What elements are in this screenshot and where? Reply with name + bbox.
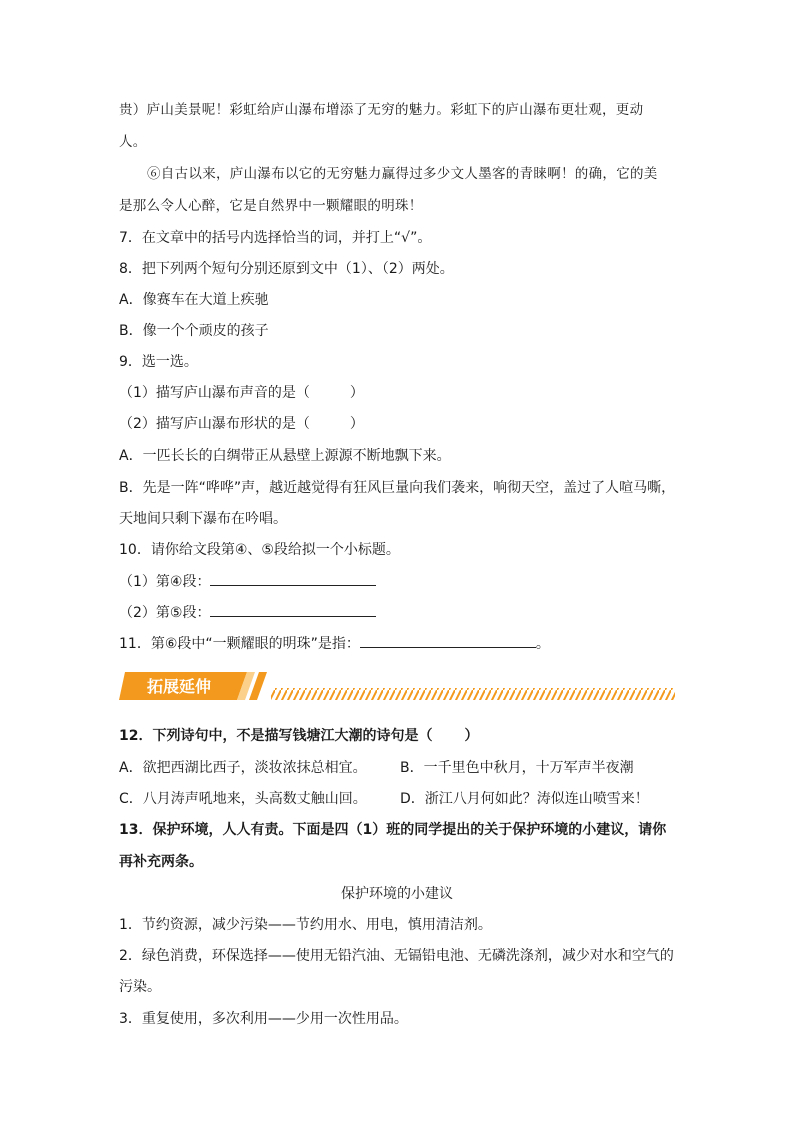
suggestions-title: 保护环境的小建议 [341, 886, 453, 902]
answer-blank[interactable] [360, 633, 536, 648]
paren-close: ） [349, 416, 364, 432]
answer-blank[interactable] [210, 602, 376, 617]
question-9-sub1-text: （1）描写庐山瀑布声音的是（ [119, 385, 310, 401]
question-12-text: 12．下列诗句中，不是描写钱塘江大潮的诗句是（ [119, 728, 433, 744]
question-10-sub2-text: （2）第⑤段： [119, 605, 211, 621]
question-10-sub1 [119, 571, 376, 592]
question-8-stem: 8．把下列两个短句分别还原到文中（1）、（2）两处。 [119, 261, 454, 277]
question-11-text: 11．第⑥段中“一颗耀眼的明珠”是指： [119, 636, 360, 652]
question-11-end: 。 [535, 636, 550, 652]
suggestion-item-3: 3．重复使用，多次利用——少用一次性用品。 [119, 1011, 408, 1027]
question-12-stem [119, 726, 478, 746]
suggestion-item-2-line1: 2．绿色消费，环保选择——使用无铅汽油、无镉铅电池、无磷洗涤剂，减少对水和空气的 [119, 948, 674, 964]
section-banner-graphic [119, 666, 679, 706]
passage-p6-line2: 是那么令人心醉，它是自然界中一颗耀眼的明珠！ [119, 198, 423, 214]
question-8-option-a: A．像赛车在大道上疾驰 [119, 292, 269, 308]
question-12-option-b: B．一千里色中秋月，十万军声半夜潮 [400, 760, 634, 776]
passage-p5-line1: 贵）庐山美景呢！彩虹给庐山瀑布增添了无穷的魅力。彩虹下的庐山瀑布更壮观，更动 [119, 102, 644, 118]
question-13-stem-line1: 13．保护环境，人人有责。下面是四（1）班的同学提出的关于保护环境的小建议，请你 [119, 822, 667, 838]
question-9-sub2-text: （2）描写庐山瀑布形状的是（ [119, 416, 310, 432]
section-title: 拓展延伸 [146, 677, 212, 696]
question-13-stem-line2: 再补充两条。 [119, 854, 203, 870]
paren-close: ） [464, 728, 479, 744]
banner-hatch-line [271, 688, 675, 700]
question-9-stem: 9．选一选。 [119, 354, 198, 370]
section-banner [119, 666, 679, 706]
suggestion-item-2-line2: 污染。 [119, 979, 161, 995]
question-12-option-d: D．浙江八月何如此？涛似连山喷雪来！ [400, 791, 649, 807]
question-7: 7．在文章中的括号内选择恰当的词，并打上“√”。 [119, 230, 432, 246]
answer-blank[interactable] [210, 571, 376, 586]
passage-p5-line2: 人。 [119, 134, 147, 150]
question-10-stem: 10．请你给文段第④、⑤段给拟一个小标题。 [119, 542, 400, 558]
question-12-option-c: C．八月涛声吼地来，头高数丈触山回。 [119, 791, 367, 807]
question-9-option-a: A．一匹长长的白绸带正从悬壁上源源不断地飘下来。 [119, 448, 451, 464]
question-10-sub1-text: （1）第④段： [119, 574, 211, 590]
suggestion-item-1: 1．节约资源，减少污染——节约用水、用电，慎用清洁剂。 [119, 917, 492, 933]
question-8-option-b: B．像一个个顽皮的孩子 [119, 323, 269, 339]
question-12-option-a: A．欲把西湖比西子，淡妆浓抹总相宜。 [119, 760, 367, 776]
question-9-sub2 [119, 414, 364, 434]
question-9-option-b-line1: B．先是一阵“哗哗”声，越近越觉得有狂风巨量向我们袭来，响彻天空，盖过了人喧马嘶， [119, 480, 676, 496]
passage-p6-line1: ⑥自古以来，庐山瀑布以它的无穷魅力赢得过多少文人墨客的青睐啊！的确，它的美 [147, 166, 658, 182]
question-10-sub2 [119, 602, 376, 623]
question-11 [119, 633, 550, 654]
question-9-sub1 [119, 383, 364, 403]
paren-close: ） [349, 385, 364, 401]
question-9-option-b-line2: 天地间只剩下瀑布在吟唱。 [119, 511, 287, 527]
